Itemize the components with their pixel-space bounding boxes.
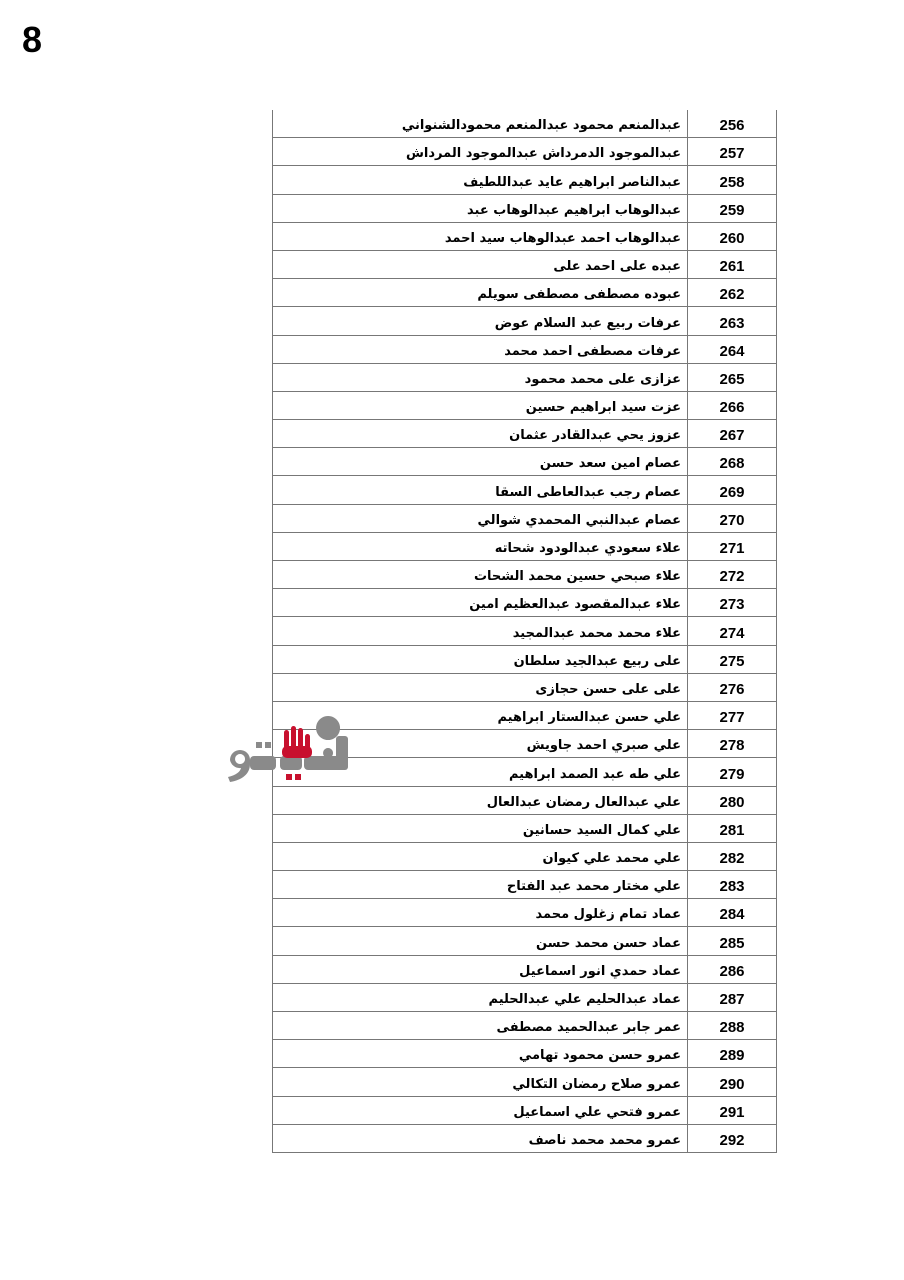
row-number: 277 — [719, 709, 745, 727]
row-number: 258 — [719, 173, 745, 191]
table-row — [273, 1068, 777, 1096]
table-row — [273, 391, 777, 419]
person-name: عمرو محمد محمد ناصف — [528, 1132, 681, 1148]
number-cell — [688, 871, 777, 899]
number-cell — [688, 194, 777, 222]
names-table — [272, 110, 777, 1153]
person-name: علي طه عبد الصمد ابراهيم — [508, 766, 681, 782]
name-cell — [273, 1096, 688, 1124]
name-cell — [273, 1068, 688, 1096]
table-row — [273, 842, 777, 870]
table-row — [273, 1040, 777, 1068]
row-number: 262 — [719, 286, 745, 304]
number-cell — [688, 420, 777, 448]
row-number: 291 — [719, 1103, 745, 1121]
row-number: 275 — [719, 652, 745, 670]
row-number: 264 — [719, 342, 745, 360]
person-name: علي مختار محمد عبد الفتاح — [506, 879, 681, 895]
row-number: 281 — [719, 821, 745, 839]
person-name: عبدالوهاب احمد عبدالوهاب سيد احمد — [444, 230, 681, 246]
row-number: 269 — [719, 483, 745, 501]
row-number: 267 — [719, 427, 745, 445]
table-row — [273, 363, 777, 391]
name-cell — [273, 420, 688, 448]
table-row — [273, 983, 777, 1011]
person-name: عصام عبدالنبي المحمدي شوالي — [477, 512, 681, 528]
table-row — [273, 617, 777, 645]
name-cell — [273, 532, 688, 560]
table-row — [273, 194, 777, 222]
person-name: على على حسن حجازى — [535, 681, 681, 697]
number-cell — [688, 110, 777, 138]
number-cell — [688, 279, 777, 307]
row-number: 270 — [719, 511, 745, 529]
number-cell — [688, 701, 777, 729]
table-row — [273, 420, 777, 448]
number-cell — [688, 983, 777, 1011]
names-table-body — [273, 110, 777, 1152]
name-cell — [273, 279, 688, 307]
row-number: 260 — [719, 229, 745, 247]
name-cell — [273, 222, 688, 250]
row-number: 276 — [719, 680, 745, 698]
person-name: عماد تمام زغلول محمد — [535, 907, 681, 923]
name-cell — [273, 842, 688, 870]
person-name: عزت سيد ابراهيم حسين — [525, 400, 681, 416]
name-cell — [273, 871, 688, 899]
table-row — [273, 814, 777, 842]
person-name: عزوز يحي عبدالقادر عثمان — [509, 428, 681, 444]
row-number: 257 — [719, 145, 745, 163]
number-cell — [688, 250, 777, 278]
name-cell — [273, 983, 688, 1011]
name-cell — [273, 335, 688, 363]
person-name: عبوده مصطفى مصطفى سويلم — [477, 287, 681, 303]
person-name: عصام رجب عبدالعاطى السقا — [495, 484, 681, 500]
name-cell — [273, 899, 688, 927]
person-name: عبده على احمد على — [553, 259, 681, 275]
name-cell — [273, 1040, 688, 1068]
row-number: 271 — [719, 540, 745, 557]
number-cell — [688, 927, 777, 955]
table-row — [273, 786, 777, 814]
row-number: 273 — [719, 596, 745, 614]
table-row — [273, 561, 777, 589]
person-name: عماد حسن محمد حسن — [536, 935, 681, 951]
row-number: 280 — [719, 793, 745, 811]
person-name: عزازى على محمد محمود — [524, 371, 681, 387]
number-cell — [688, 476, 777, 504]
table-row — [273, 1012, 777, 1040]
number-cell — [688, 673, 777, 701]
name-cell — [273, 448, 688, 476]
name-cell — [273, 561, 688, 589]
table-row — [273, 871, 777, 899]
table-row — [273, 955, 777, 983]
number-cell — [688, 758, 777, 786]
person-name: علاء عبدالمقصود عبدالعظيم امين — [469, 597, 681, 613]
number-cell — [688, 730, 777, 758]
row-number: 259 — [719, 201, 745, 219]
number-cell — [688, 222, 777, 250]
person-name: عمر جابر عبدالحميد مصطفى — [496, 1020, 681, 1036]
name-cell — [273, 391, 688, 419]
row-number: 279 — [719, 765, 745, 783]
page-number: 8 — [22, 19, 43, 60]
number-cell — [688, 1096, 777, 1124]
number-cell — [688, 645, 777, 673]
table-row — [273, 532, 777, 560]
person-name: عبدالوهاب ابراهيم عبدالوهاب عبد — [467, 202, 681, 218]
number-cell — [688, 363, 777, 391]
name-cell — [273, 1012, 688, 1040]
row-number: 288 — [719, 1019, 745, 1037]
number-cell — [688, 335, 777, 363]
table-row — [273, 448, 777, 476]
row-number: 261 — [719, 258, 745, 276]
person-name: عبدالموجود الدمرداش عبدالموجود المرداش — [405, 146, 681, 162]
vito-logo-watermark — [224, 716, 372, 786]
person-name: علاء صبحي حسين محمد الشحات — [473, 569, 681, 585]
number-cell — [688, 617, 777, 645]
number-cell — [688, 842, 777, 870]
person-name: علي كمال السيد حسانين — [522, 822, 681, 838]
row-number: 268 — [719, 455, 745, 473]
name-cell — [273, 138, 688, 166]
row-number: 274 — [719, 624, 745, 642]
number-cell — [688, 1040, 777, 1068]
table-row — [273, 899, 777, 927]
table-row — [273, 335, 777, 363]
number-cell — [688, 1124, 777, 1152]
number-cell — [688, 814, 777, 842]
table-row — [273, 589, 777, 617]
table-row — [273, 1096, 777, 1124]
number-cell — [688, 166, 777, 194]
row-number: 282 — [719, 850, 745, 868]
table-row — [273, 645, 777, 673]
row-number: 263 — [719, 314, 745, 332]
person-name: عرفات مصطفى احمد محمد — [504, 343, 681, 359]
name-cell — [273, 955, 688, 983]
number-cell — [688, 561, 777, 589]
person-name: علي صبري احمد جاويش — [526, 738, 681, 754]
person-name: عبدالمنعم محمود عبدالمنعم محمودالشنواني — [401, 118, 681, 134]
person-name: عصام امين سعد حسن — [539, 456, 681, 472]
name-cell — [273, 786, 688, 814]
table-row — [273, 307, 777, 335]
number-cell — [688, 1012, 777, 1040]
number-cell — [688, 589, 777, 617]
number-cell — [688, 307, 777, 335]
row-number: 283 — [719, 878, 745, 896]
table-row — [273, 476, 777, 504]
row-number: 292 — [719, 1131, 745, 1149]
person-name: على ربيع عبدالجيد سلطان — [513, 653, 681, 669]
number-cell — [688, 786, 777, 814]
name-cell — [273, 814, 688, 842]
person-name: عمرو صلاح رمضان التكالي — [512, 1076, 681, 1092]
row-number: 290 — [719, 1075, 745, 1093]
table-row — [273, 1124, 777, 1152]
person-name: عبدالناصر ابراهيم عايد عبداللطيف — [463, 174, 681, 190]
person-name: علي حسن عبدالستار ابراهيم — [497, 710, 681, 726]
number-cell — [688, 391, 777, 419]
name-cell — [273, 166, 688, 194]
name-cell — [273, 617, 688, 645]
row-number: 266 — [719, 399, 745, 417]
name-cell — [273, 110, 688, 138]
row-number: 256 — [719, 117, 745, 135]
person-name: عمرو فتحي علي اسماعيل — [513, 1104, 681, 1120]
name-cell — [273, 927, 688, 955]
name-cell — [273, 673, 688, 701]
number-cell — [688, 448, 777, 476]
table-row — [273, 110, 777, 138]
row-number: 287 — [719, 991, 745, 1008]
table-row — [273, 166, 777, 194]
table-row — [273, 279, 777, 307]
number-cell — [688, 138, 777, 166]
table-row — [273, 504, 777, 532]
name-cell — [273, 476, 688, 504]
row-number: 278 — [719, 737, 745, 755]
name-cell — [273, 589, 688, 617]
row-number: 272 — [719, 568, 745, 586]
table-row — [273, 138, 777, 166]
name-cell — [273, 645, 688, 673]
number-cell — [688, 899, 777, 927]
person-name: علاء محمد محمد عبدالمجيد — [512, 625, 681, 641]
row-number: 285 — [719, 934, 745, 952]
person-name: علاء سعودي عبدالودود شحاته — [494, 541, 681, 556]
row-number: 265 — [719, 370, 745, 388]
person-name: عمرو حسن محمود تهامي — [518, 1048, 681, 1064]
number-cell — [688, 504, 777, 532]
name-cell — [273, 307, 688, 335]
number-cell — [688, 532, 777, 560]
table-row — [273, 222, 777, 250]
person-name: عماد حمدي انور اسماعيل — [519, 963, 681, 979]
name-cell — [273, 194, 688, 222]
name-cell — [273, 363, 688, 391]
person-name: علي محمد علي كيوان — [542, 851, 681, 867]
name-cell — [273, 250, 688, 278]
table-row — [273, 673, 777, 701]
row-number: 286 — [719, 962, 745, 980]
person-name: علي عبدالعال رمضان عبدالعال — [486, 794, 681, 810]
row-number: 289 — [719, 1047, 745, 1065]
name-cell — [273, 504, 688, 532]
name-cell — [273, 1124, 688, 1152]
person-name: عرفات ربيع عبد السلام عوض — [494, 315, 681, 331]
table-row — [273, 927, 777, 955]
number-cell — [688, 955, 777, 983]
table-row — [273, 250, 777, 278]
row-number: 284 — [719, 906, 745, 924]
person-name: عماد عبدالحليم علي عبدالحليم — [488, 992, 681, 1007]
number-cell — [688, 1068, 777, 1096]
